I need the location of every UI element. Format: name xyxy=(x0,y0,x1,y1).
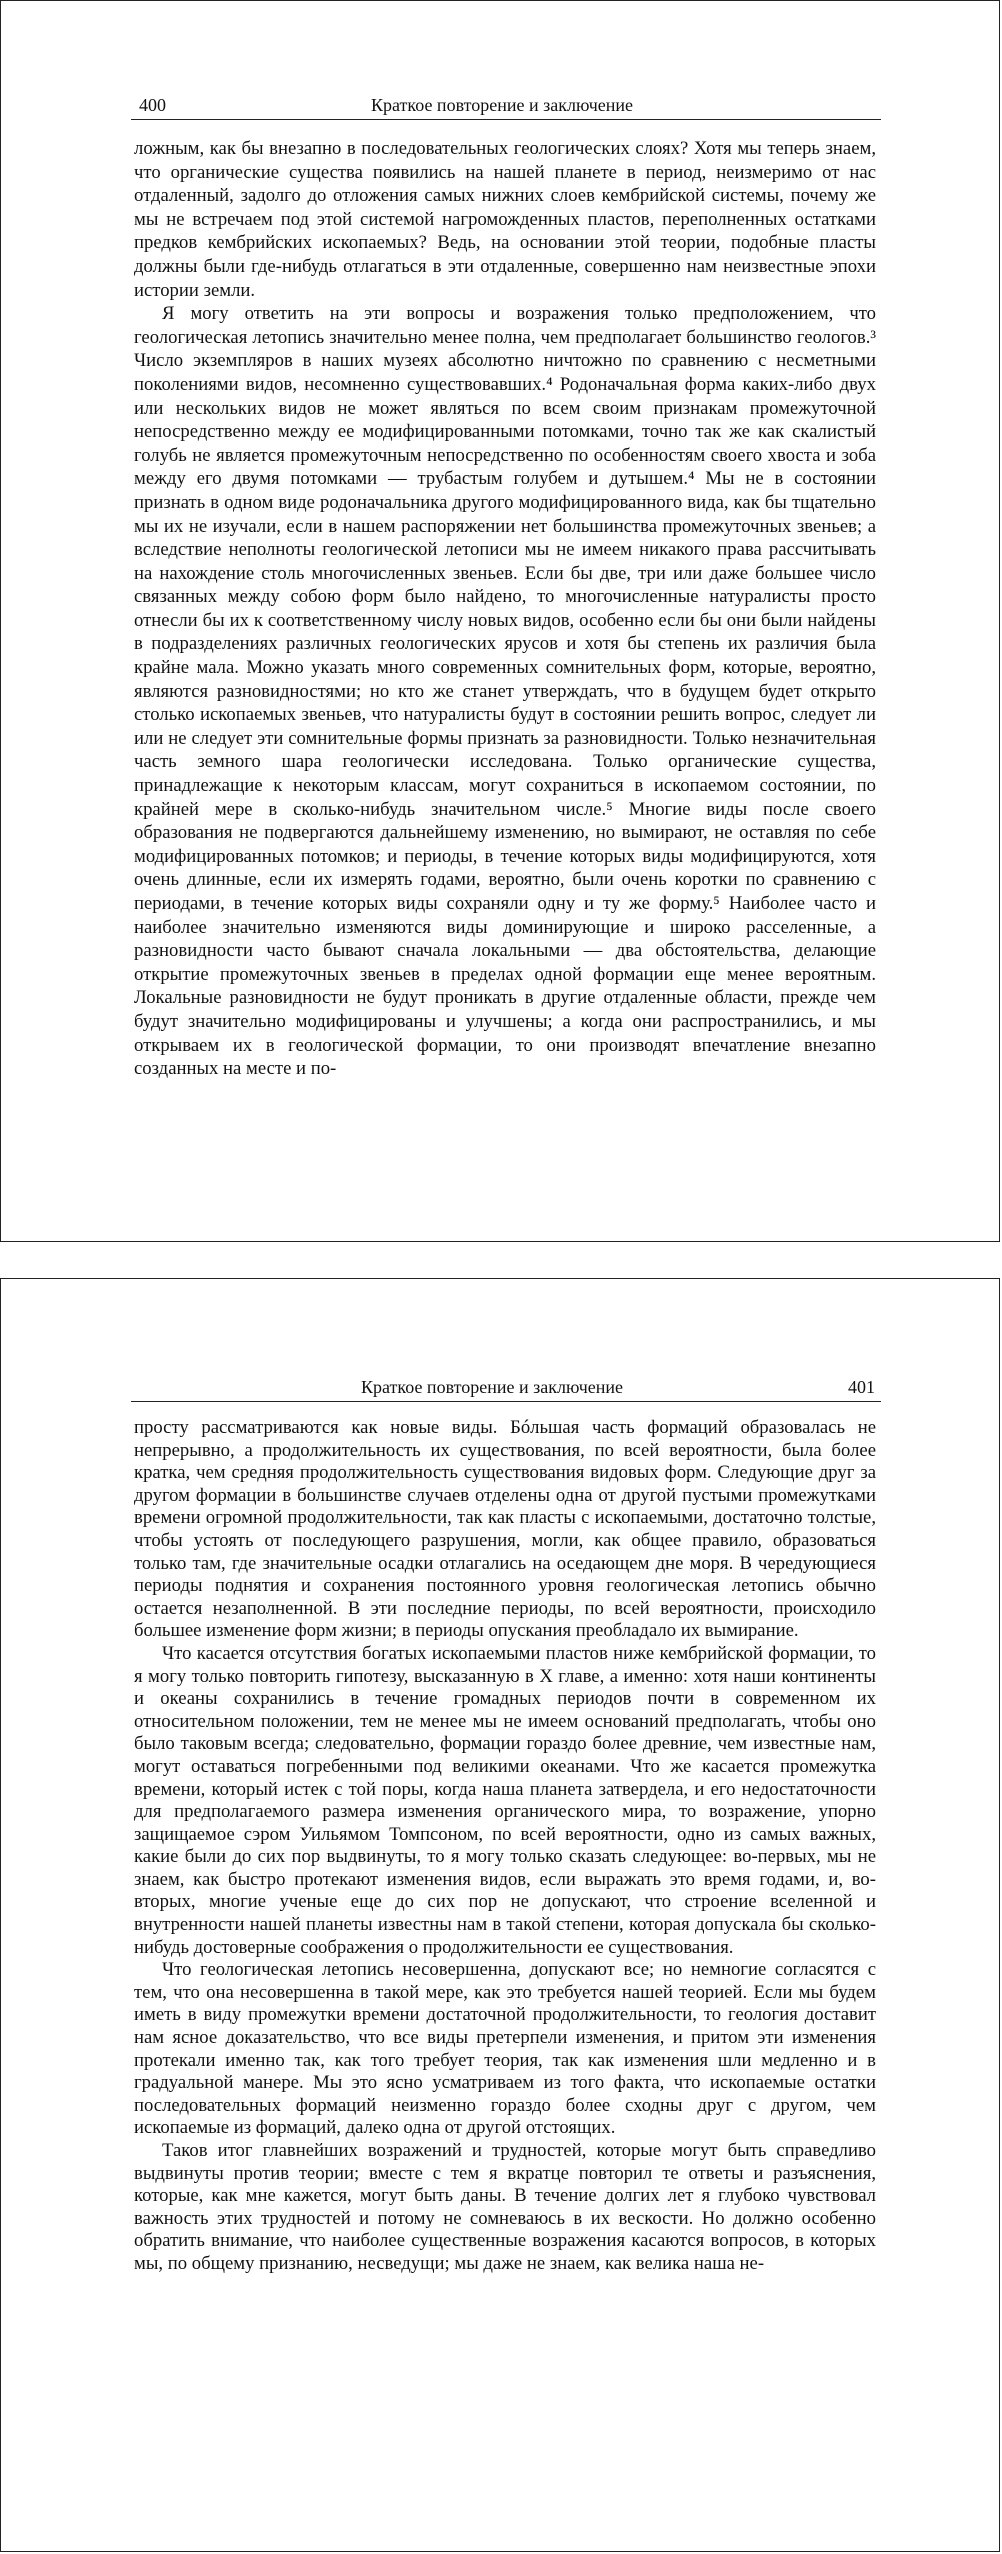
body-text xyxy=(134,137,876,1081)
body-text xyxy=(134,1417,876,2276)
paragraph: Что геологическая летопись несовершенна, допускают все; но немногие согласятся с тем, что она несовершенна в такой мере, как это требуется нашей теорией. Если мы будем иметь в виду промежутки времени достаточной продолжительности, то геология доставит нам ясное доказательство, что все виды претерпели изменения, и притом эти изменения протекали именно так, как того требует теория, так как изменения шли медленно и в градуальной манере. Мы это ясно усматриваем из того факта, что ископаемые остатки последовательных формаций неизменно гораздо более сходны друг с другом, чем ископаемые из формаций, далеко одна от другой отстоящих. xyxy=(134,1959,876,2139)
running-header xyxy=(131,1377,881,1402)
page-400 xyxy=(0,0,1000,1242)
page-gap xyxy=(0,1242,1002,1278)
paragraph: просту рассматриваются как новые виды. Бóльшая часть формаций образовалась не непрерывно, а продолжительность их существования, по всей вероятности, была более кратка, чем средняя продолжительность существования видовых форм. Следующие друг за другом формации в большинстве случаев отделены одна от другой пустыми промежутками времени огромной продолжительности, так как пласты с ископаемыми, достаточно толстые, чтобы устоять от последующего разрушения, могли, как общее правило, образоваться только там, где значительные осадки отлагались на оседающем дне моря. В чередующиеся периоды поднятия и сохранения постоянного уровня геологическая летопись обычно остается незаполненной. В эти последние периоды, по всей вероятности, происходило большее изменение форм жизни; в периоды опускания преобладало их вымирание. xyxy=(134,1417,876,1642)
paragraph: Что касается отсутствия богатых ископаемыми пластов ниже кембрийской формации, то я могу только повторить гипотезу, высказанную в X главе, а именно: хотя наши континенты и океаны сохранились в течение громадных периодов почти в современном их относительном положении, тем не менее мы не имеем оснований предполагать, чтобы оно было таковым всегда; следовательно, формации гораздо более древние, чем известные нам, могут оставаться погребенными под великими океанами. Что же касается промежутка времени, который истек с той поры, когда наша планета затвердела, и его недостаточности для предполагаемого размера изменения органического мира, то возражение, упорно защищаемое сэром Уильямом Томпсоном, по всей вероятности, одно из самых важных, какие были до сих пор выдвинуты, то я могу только сказать следующее: во-первых, мы не знаем, как быстро протекают изменения видов, если выражать это время годами, и, во-вторых, многие ученые еще до сих пор не допускают, что строение вселенной и внутренности нашей планеты известны нам в такой степени, которая допускала бы сколько-нибудь достоверные соображения о продолжительности ее существования. xyxy=(134,1642,876,1958)
page-number: 400 xyxy=(139,95,166,115)
running-header xyxy=(131,95,881,120)
paragraph: Таков итог главнейших возражений и трудностей, которые могут быть справедливо выдвинуты против теории; вместе с тем я вкратце повторил те ответы и разъяснения, которые, как мне кажется, могут быть даны. В течение долгих лет я глубоко чувствовал важность этих трудностей и потому не сомневаюсь в их вескости. Но должно особенно обратить внимание, что наиболее существенные возражения касаются вопросов, в которых мы, по общему признанию, несведущи; мы даже не знаем, как велика наша не- xyxy=(134,2140,876,2274)
paragraph: ложным, как бы внезапно в последовательных геологических слоях? Хотя мы теперь знаем, что органические существа появились на нашей планете в период, неизмеримо от нас отдаленный, задолго до отложения самых нижних слоев кембрийской системы, почему же мы не встречаем под этой системой нагроможденных пластов, переполненных остатками предков кембрийских ископаемых? Ведь, на основании этой теории, подобные пласты должны были где-нибудь отлагаться в эти отдаленные, совершенно нам неизвестные эпохи истории земли. xyxy=(134,138,876,301)
page-number: 401 xyxy=(848,1377,875,1397)
page-401 xyxy=(0,1278,1000,2552)
running-title: Краткое повторение и заключение xyxy=(361,1377,624,1397)
running-title: Краткое повторение и заключение xyxy=(371,95,634,115)
paragraph: Я могу ответить на эти вопросы и возражения только предположением, что геологическая летопись значительно менее полна, чем предполагает большинство геологов.³ Число экземпляров в наших музеях абсолютно ничтожно по сравнению с несметными поколениями видов, несомненно существовавших.⁴ Родоначальная форма каких-либо двух или нескольких видов не может являться по всем своим признакам промежуточной непосредственно между ее модифицированными потомками, точно так же как скалистый голубь не является промежуточным непосредственно по особенностям своего хвоста и зоба между его двумя потомками — трубастым голубем и дутышем.⁴ Мы не в состоянии признать в одном виде родоначальника другого модифицированного вида, как бы тщательно мы их не изучали, если в нашем распоряжении нет большинства промежуточных звеньев; а вследствие неполноты геологической летописи мы не имеем никакого права рассчитывать на нахождение столь многочисленных звеньев. Если бы две, три или даже большее число связанных между собою форм было найдено, то многочисленные натуралисты просто отнесли бы их к соответственному числу новых видов, особенно если бы они были найдены в подразделениях различных геологических ярусов и хотя бы степень их различия была крайне мала. Можно указать много современных сомнительных форм, которые, вероятно, являются разновидностями; но кто же станет утверждать, что в будущем будет открыто столько ископаемых звеньев, что натуралисты будут в состоянии решить вопрос, следует ли или не следует эти сомнительные формы признать за разновидности. Только незначительная часть земного шара геологически исследована. Только органические существа, принадлежащие к некоторым классам, могут сохраниться в ископаемом состоянии, по крайней мере в сколько-нибудь значительном числе.⁵ Многие виды после своего образования не подвергаются дальнейшему изменению, но вымирают, не оставляя по себе модифицированных потомков; и периоды, в течение которых виды модифицируются, хотя очень длинные, если их измерять годами, вероятно, были очень коротки по сравнению с периодами, в течение которых виды сохраняли одну и ту же форму.⁵ Наиболее часто и наиболее значительно изменяются виды доминирующие и широко расселенные, а разновидности часто бывают сначала локальными — два обстоятельства, делающие открытие промежуточных звеньев в пределах одной формации еще менее вероятным. Локальные разновидности не будут проникать в другие отдаленные области, прежде чем будут значительно модифицированы и улучшены; а когда они распространились, и мы открываем их в геологической формации, то они производят впечатление внезапно созданных на месте и по- xyxy=(134,303,876,1080)
